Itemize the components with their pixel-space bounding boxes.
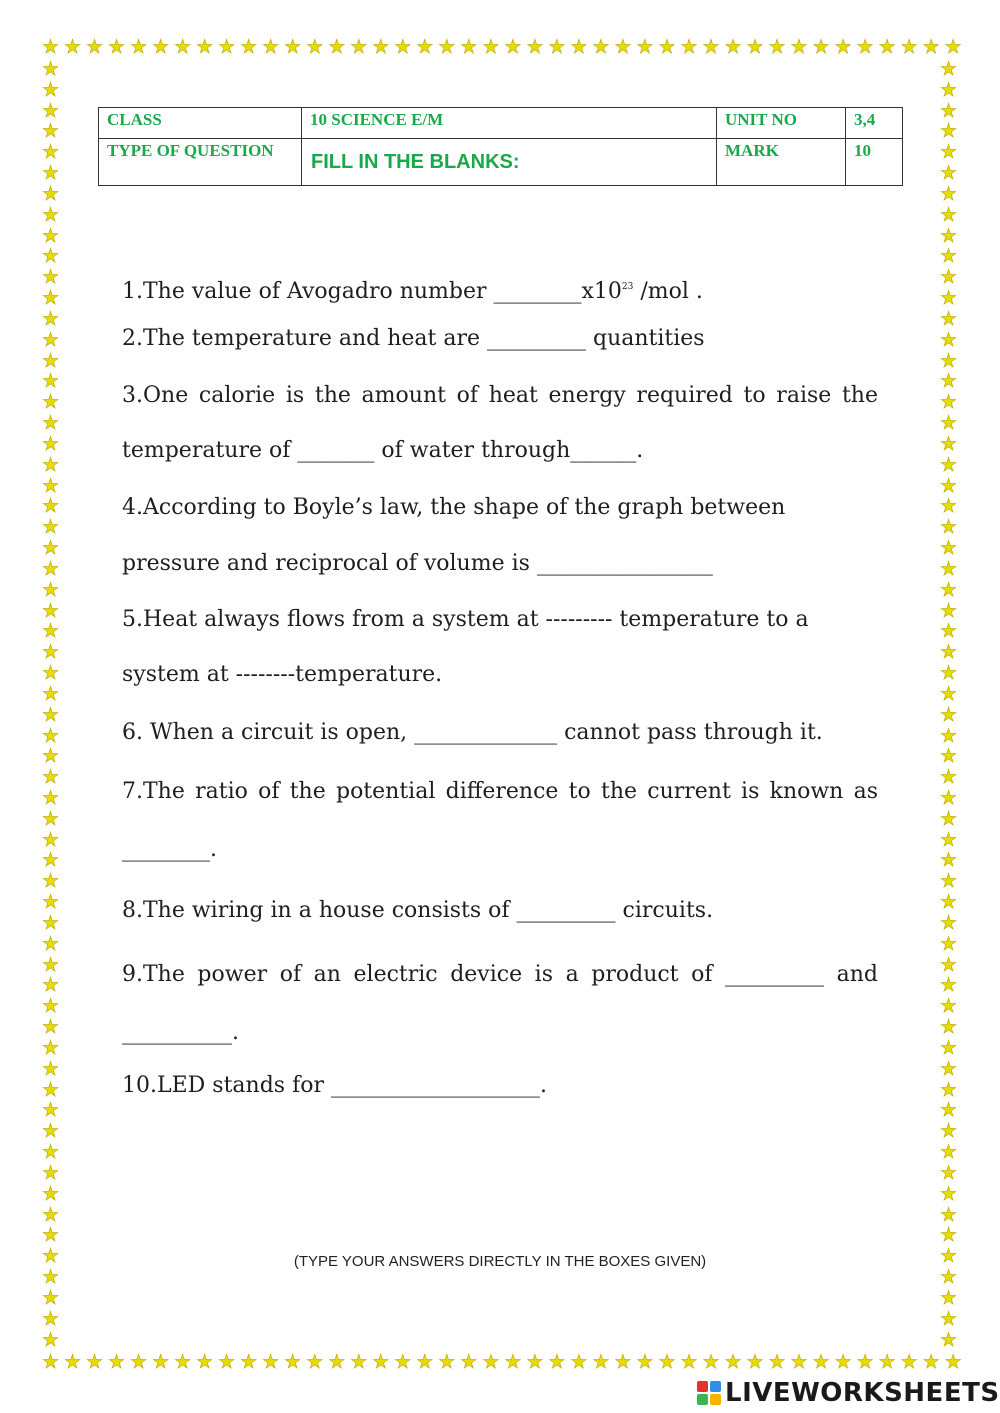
star-icon: ★: [548, 1351, 566, 1373]
star-icon: ★: [856, 1351, 874, 1373]
star-icon: ★: [878, 1351, 896, 1373]
star-icon: ★: [394, 1351, 412, 1373]
star-icon: ★: [834, 1351, 852, 1373]
star-icon: ★: [306, 1351, 324, 1373]
star-icon: ★: [152, 36, 170, 58]
star-icon: ★: [940, 307, 958, 330]
star-icon: ★: [940, 1036, 958, 1059]
star-icon: ★: [42, 412, 60, 435]
class-value: 10 SCIENCE E/M: [302, 108, 717, 139]
mark-label: MARK: [717, 139, 846, 186]
star-icon: ★: [940, 911, 958, 934]
star-icon: ★: [42, 1099, 60, 1122]
star-icon: ★: [940, 1141, 958, 1164]
star-icon: ★: [42, 349, 60, 372]
star-border-top: [42, 38, 962, 57]
star-icon: ★: [42, 1266, 60, 1289]
star-icon: ★: [130, 36, 148, 58]
star-icon: ★: [922, 36, 940, 58]
question-7-line-2: ________.: [122, 837, 217, 862]
question-7-line-1: 7.The ratio of the potential difference to the current is known as: [122, 779, 878, 804]
star-icon: ★: [922, 1351, 940, 1373]
star-icon: ★: [42, 141, 60, 164]
star-icon: ★: [940, 287, 958, 310]
star-icon: ★: [940, 537, 958, 560]
star-icon: ★: [940, 120, 958, 143]
star-icon: ★: [944, 1351, 962, 1373]
star-icon: ★: [42, 953, 60, 976]
star-icon: ★: [42, 703, 60, 726]
star-icon: ★: [42, 682, 60, 705]
star-icon: ★: [42, 453, 60, 476]
star-icon: ★: [372, 36, 390, 58]
star-icon: ★: [940, 641, 958, 664]
star-icon: ★: [592, 1351, 610, 1373]
question-2: 2.The temperature and heat are _________ quantities: [122, 326, 705, 351]
star-icon: ★: [196, 1351, 214, 1373]
star-icon: ★: [130, 1351, 148, 1373]
star-icon: ★: [438, 36, 456, 58]
star-icon: ★: [240, 36, 258, 58]
star-icon: ★: [702, 1351, 720, 1373]
star-icon: ★: [940, 1182, 958, 1205]
star-border-left: [42, 60, 59, 1350]
star-icon: ★: [42, 1161, 60, 1184]
exponent: 23: [621, 282, 634, 292]
star-icon: ★: [548, 36, 566, 58]
star-icon: ★: [940, 1057, 958, 1080]
star-icon: ★: [940, 578, 958, 601]
star-icon: ★: [940, 557, 958, 580]
star-icon: ★: [42, 745, 60, 768]
star-icon: ★: [940, 349, 958, 372]
star-icon: ★: [394, 36, 412, 58]
star-icon: ★: [42, 537, 60, 560]
star-icon: ★: [940, 932, 958, 955]
question-9-line-2: __________.: [122, 1020, 239, 1045]
star-icon: ★: [940, 599, 958, 622]
star-icon: ★: [42, 1057, 60, 1080]
question-4-line-2: pressure and reciprocal of volume is ________________: [122, 551, 713, 576]
star-icon: ★: [174, 36, 192, 58]
star-icon: ★: [636, 1351, 654, 1373]
star-icon: ★: [262, 36, 280, 58]
logo-text: LIVEWORKSHEETS: [725, 1378, 1000, 1408]
star-icon: ★: [42, 891, 60, 914]
star-icon: ★: [42, 724, 60, 747]
star-icon: ★: [570, 36, 588, 58]
star-icon: ★: [940, 141, 958, 164]
star-icon: ★: [940, 1286, 958, 1309]
question-10: 10.LED stands for ___________________.: [122, 1073, 547, 1098]
star-icon: ★: [940, 870, 958, 893]
star-icon: ★: [940, 453, 958, 476]
star-icon: ★: [526, 1351, 544, 1373]
star-icon: ★: [940, 432, 958, 455]
star-icon: ★: [372, 1351, 390, 1373]
star-icon: ★: [856, 36, 874, 58]
star-icon: ★: [42, 599, 60, 622]
star-icon: ★: [328, 36, 346, 58]
star-icon: ★: [812, 36, 830, 58]
star-icon: ★: [108, 36, 126, 58]
star-icon: ★: [42, 870, 60, 893]
star-icon: ★: [218, 36, 236, 58]
star-icon: ★: [42, 224, 60, 247]
star-icon: ★: [108, 1351, 126, 1373]
star-icon: ★: [42, 1016, 60, 1039]
star-icon: ★: [438, 1351, 456, 1373]
star-icon: ★: [42, 1245, 60, 1268]
star-icon: ★: [940, 58, 958, 80]
star-icon: ★: [940, 266, 958, 289]
star-icon: ★: [940, 1120, 958, 1143]
star-icon: ★: [526, 36, 544, 58]
question-9-line-1: 9.The power of an electric device is a product of _________ and: [122, 962, 878, 987]
star-icon: ★: [42, 99, 60, 122]
star-icon: ★: [504, 36, 522, 58]
question-4-line-1: 4.According to Boyle’s law, the shape of the graph between: [122, 495, 786, 520]
star-icon: ★: [944, 36, 962, 58]
star-icon: ★: [42, 786, 60, 809]
star-icon: ★: [42, 662, 60, 685]
star-icon: ★: [724, 1351, 742, 1373]
star-icon: ★: [940, 953, 958, 976]
star-icon: ★: [768, 36, 786, 58]
star-icon: ★: [940, 391, 958, 414]
star-icon: ★: [940, 328, 958, 351]
star-icon: ★: [42, 474, 60, 497]
star-icon: ★: [504, 1351, 522, 1373]
star-icon: ★: [768, 1351, 786, 1373]
star-icon: ★: [940, 99, 958, 122]
star-icon: ★: [350, 36, 368, 58]
star-border-right: [940, 60, 957, 1350]
star-icon: ★: [42, 307, 60, 330]
star-icon: ★: [460, 1351, 478, 1373]
star-icon: ★: [940, 1245, 958, 1268]
star-icon: ★: [42, 1120, 60, 1143]
star-icon: ★: [614, 1351, 632, 1373]
question-6: 6. When a circuit is open, _____________ cannot pass through it.: [122, 720, 823, 745]
star-icon: ★: [940, 1266, 958, 1289]
question-1-text: 1.The value of Avogadro number ________x10: [122, 279, 622, 304]
unit-label: UNIT NO: [717, 108, 846, 139]
logo-mark-icon: [697, 1381, 721, 1405]
star-icon: ★: [940, 974, 958, 997]
star-icon: ★: [42, 516, 60, 539]
star-icon: ★: [218, 1351, 236, 1373]
star-icon: ★: [240, 1351, 258, 1373]
star-icon: ★: [42, 1328, 60, 1351]
star-icon: ★: [940, 766, 958, 789]
star-icon: ★: [42, 162, 60, 185]
star-icon: ★: [878, 36, 896, 58]
star-icon: ★: [42, 974, 60, 997]
star-icon: ★: [482, 36, 500, 58]
star-icon: ★: [42, 995, 60, 1018]
star-icon: ★: [940, 1078, 958, 1101]
question-1-unit: /mol .: [633, 279, 703, 304]
star-icon: ★: [42, 1182, 60, 1205]
star-icon: ★: [86, 36, 104, 58]
star-icon: ★: [42, 203, 60, 226]
star-icon: ★: [42, 911, 60, 934]
star-icon: ★: [42, 1141, 60, 1164]
star-icon: ★: [64, 1351, 82, 1373]
star-icon: ★: [42, 120, 60, 143]
star-icon: ★: [940, 1203, 958, 1226]
star-icon: ★: [614, 36, 632, 58]
star-icon: ★: [940, 891, 958, 914]
star-icon: ★: [306, 36, 324, 58]
question-5-line-1: 5.Heat always flows from a system at --------- temperature to a: [122, 607, 809, 632]
star-icon: ★: [940, 516, 958, 539]
question-1: [122, 273, 703, 306]
star-icon: ★: [940, 182, 958, 205]
star-icon: ★: [42, 849, 60, 872]
star-icon: ★: [940, 1099, 958, 1122]
type-label: TYPE OF QUESTION: [99, 139, 302, 186]
star-icon: ★: [42, 1224, 60, 1247]
star-icon: ★: [940, 995, 958, 1018]
star-icon: ★: [940, 849, 958, 872]
star-icon: ★: [940, 245, 958, 268]
star-icon: ★: [42, 578, 60, 601]
star-icon: ★: [196, 36, 214, 58]
star-icon: ★: [42, 807, 60, 830]
star-icon: ★: [940, 203, 958, 226]
star-icon: ★: [680, 36, 698, 58]
star-icon: ★: [42, 932, 60, 955]
type-value: FILL IN THE BLANKS:: [302, 139, 717, 186]
star-icon: ★: [940, 1307, 958, 1330]
star-icon: ★: [42, 1351, 60, 1373]
star-icon: ★: [42, 620, 60, 643]
star-icon: ★: [262, 1351, 280, 1373]
footer-note: (TYPE YOUR ANSWERS DIRECTLY IN THE BOXES GIVEN): [293, 1253, 707, 1270]
star-icon: ★: [702, 36, 720, 58]
question-3-line-2: temperature of _______ of water through______.: [122, 438, 644, 463]
star-icon: ★: [680, 1351, 698, 1373]
star-icon: ★: [64, 36, 82, 58]
star-icon: ★: [570, 1351, 588, 1373]
star-icon: ★: [812, 1351, 830, 1373]
star-icon: ★: [940, 474, 958, 497]
star-icon: ★: [940, 703, 958, 726]
star-icon: ★: [834, 36, 852, 58]
star-icon: ★: [42, 58, 60, 80]
star-icon: ★: [940, 162, 958, 185]
star-icon: ★: [940, 828, 958, 851]
star-icon: ★: [658, 36, 676, 58]
class-label: CLASS: [99, 108, 302, 139]
header-table: [98, 107, 903, 186]
star-icon: ★: [940, 1328, 958, 1351]
star-icon: ★: [42, 432, 60, 455]
star-icon: ★: [460, 36, 478, 58]
star-icon: ★: [42, 495, 60, 518]
star-icon: ★: [940, 370, 958, 393]
star-icon: ★: [416, 36, 434, 58]
star-icon: ★: [724, 36, 742, 58]
star-icon: ★: [482, 1351, 500, 1373]
question-8: 8.The wiring in a house consists of _________ circuits.: [122, 898, 714, 923]
star-icon: ★: [940, 78, 958, 101]
star-icon: ★: [284, 1351, 302, 1373]
star-icon: ★: [940, 682, 958, 705]
star-icon: ★: [940, 495, 958, 518]
star-icon: ★: [42, 287, 60, 310]
star-icon: ★: [746, 1351, 764, 1373]
star-icon: ★: [416, 1351, 434, 1373]
star-icon: ★: [42, 78, 60, 101]
star-border-bottom: [42, 1353, 962, 1372]
star-icon: ★: [42, 328, 60, 351]
star-icon: ★: [42, 641, 60, 664]
star-icon: ★: [42, 182, 60, 205]
star-icon: ★: [42, 370, 60, 393]
star-icon: ★: [636, 36, 654, 58]
star-icon: ★: [42, 1078, 60, 1101]
star-icon: ★: [350, 1351, 368, 1373]
star-icon: ★: [42, 557, 60, 580]
star-icon: ★: [152, 1351, 170, 1373]
star-icon: ★: [174, 1351, 192, 1373]
star-icon: ★: [940, 662, 958, 685]
star-icon: ★: [940, 1224, 958, 1247]
star-icon: ★: [592, 36, 610, 58]
star-icon: ★: [900, 1351, 918, 1373]
star-icon: ★: [42, 391, 60, 414]
star-icon: ★: [42, 766, 60, 789]
question-5-line-2: system at --------temperature.: [122, 662, 443, 687]
star-icon: ★: [940, 1016, 958, 1039]
star-icon: ★: [42, 245, 60, 268]
star-icon: ★: [790, 1351, 808, 1373]
star-icon: ★: [42, 266, 60, 289]
star-icon: ★: [42, 1286, 60, 1309]
star-icon: ★: [284, 36, 302, 58]
star-icon: ★: [42, 1203, 60, 1226]
question-3-line-1: 3.One calorie is the amount of heat energy required to raise the: [122, 383, 878, 408]
star-icon: ★: [746, 36, 764, 58]
star-icon: ★: [86, 1351, 104, 1373]
star-icon: ★: [940, 807, 958, 830]
unit-value: 3,4: [846, 108, 903, 139]
star-icon: ★: [900, 36, 918, 58]
star-icon: ★: [42, 828, 60, 851]
star-icon: ★: [42, 36, 60, 58]
star-icon: ★: [42, 1307, 60, 1330]
star-icon: ★: [940, 786, 958, 809]
star-icon: ★: [940, 224, 958, 247]
star-icon: ★: [328, 1351, 346, 1373]
star-icon: ★: [42, 1036, 60, 1059]
star-icon: ★: [940, 620, 958, 643]
liveworksheets-logo: [697, 1378, 1000, 1408]
star-icon: ★: [940, 745, 958, 768]
mark-value: 10: [846, 139, 903, 186]
star-icon: ★: [940, 412, 958, 435]
star-icon: ★: [940, 724, 958, 747]
star-icon: ★: [658, 1351, 676, 1373]
star-icon: ★: [790, 36, 808, 58]
star-icon: ★: [940, 1161, 958, 1184]
